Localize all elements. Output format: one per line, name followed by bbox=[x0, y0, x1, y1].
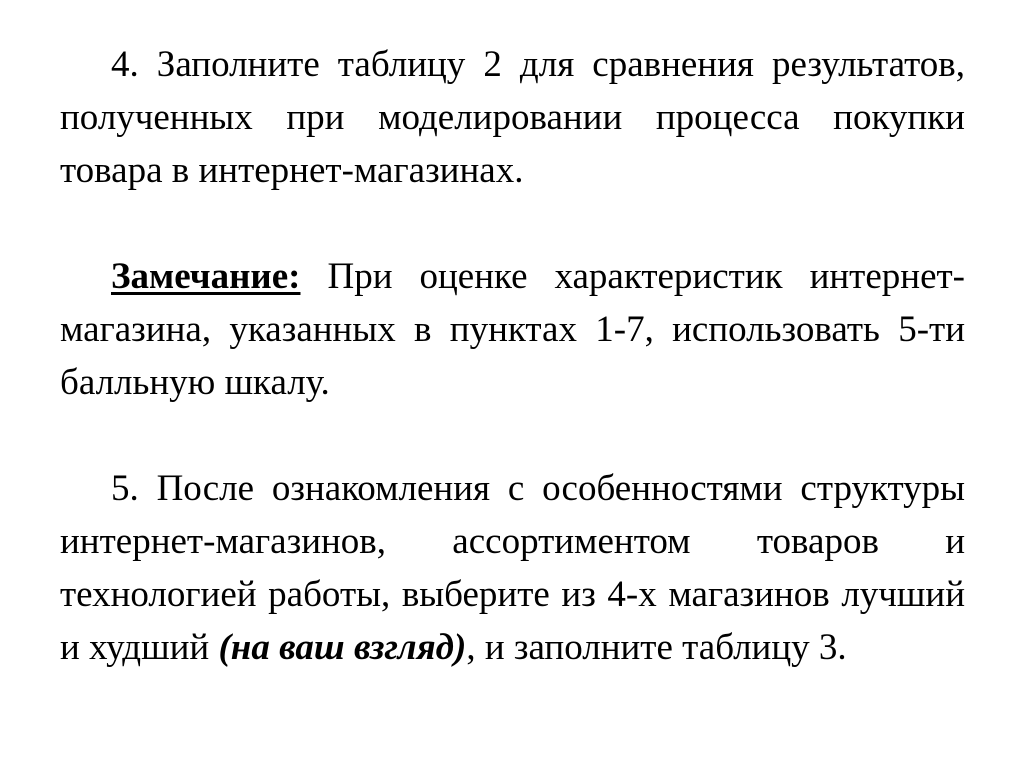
note-label: Замечание: bbox=[111, 256, 301, 297]
paragraph-step-5 bbox=[60, 462, 965, 674]
paragraph-step-4 bbox=[60, 38, 965, 197]
slide-content bbox=[60, 38, 965, 674]
paragraph-note bbox=[60, 250, 965, 409]
step-5-text-before: 5. После ознакомления с особенностями структуры интернет-магазинов, ассортиментом товаров и технологией работы, выберите из 4-х магазинов лучший и худший bbox=[60, 468, 965, 668]
step-5-text-after: , и заполните таблицу 3. bbox=[466, 627, 847, 668]
step-4-text: 4. Заполните таблицу 2 для сравнения результатов, полученных при моделировании процесса покупки товара в интернет-магазинах. bbox=[60, 44, 965, 191]
note-text: При оценке характеристик интернет-магазина, указанных в пунктах 1-7, использовать 5-ти балльную шкалу. bbox=[60, 256, 965, 403]
step-5-emphasis: (на ваш взгляд) bbox=[218, 627, 467, 668]
